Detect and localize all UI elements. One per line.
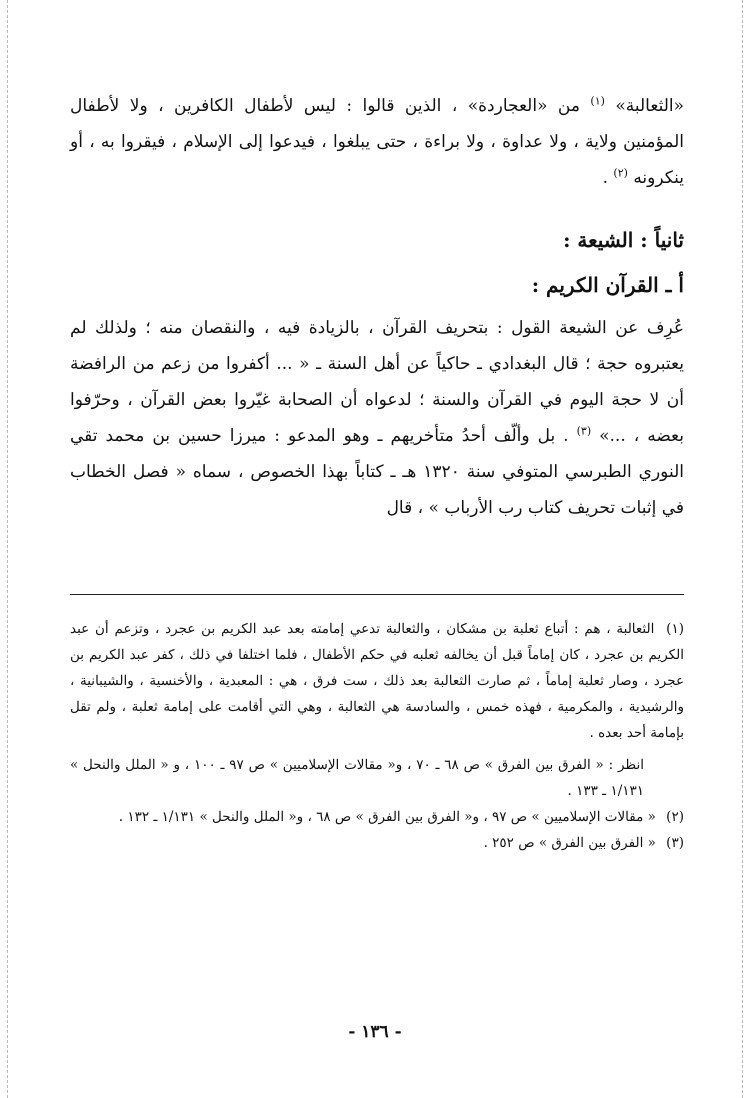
footnote-1-references: انظر : « الفرق بين الفرق » ص ٦٨ ـ ٧٠ ، و« مقالات الإسلاميين » ص ٩٧ ـ ١٠٠ ، و « الملل والنحل » ١/١٣١ ـ ١٣٣ . bbox=[70, 757, 644, 799]
main-text bbox=[70, 88, 684, 526]
subsection-heading-quran: أ ـ القرآن الكريم : bbox=[531, 273, 684, 297]
footnote-2-number: (٢) bbox=[666, 809, 684, 825]
para2-rest: . بل وألّف أحدُ متأخريهم ـ وهو المدعو : ميرزا حسين بن محمد تقي النوري الطبرسي المتوفي سنة ١٣٢٠ هـ ـ كتاباً بهذا الخصوص ، سماه « فصل الخطاب في إثبات تحريف كتاب رب الأرباب » ، قال bbox=[70, 426, 684, 518]
footnote-ref-3[interactable]: (٣) bbox=[576, 424, 592, 438]
footnote-1-number: (١) bbox=[666, 621, 684, 637]
para1-text: «الثعالبة» bbox=[615, 96, 684, 116]
footnote-3 bbox=[70, 830, 684, 856]
footnote-1-text: الثعالبة ، هم : أتباع ثعلبة بن مشكان ، والثعالبة تدعي إمامته بعد عبد الكريم بن عجرد ، وتزعم أن عبد الكريم بن عجرد ، كان إماماً قبل أن يخالفه ثعلبه في حكم الأطفال ، فلما اختلفا في ذلك ، كفر عبد الكريم بن عجرد ، وصار ثعلبة إماماً ، ثم صارت الثعالبة بعد ذلك ، ست فرق ، هي : المعبدية ، والأخنسية ، والشيبانية ، والرشيدية ، والمكرمية ، فهذه خمس ، والسادسة هي الثعالبة ، وهي التي أقامت على إمامة ثعلبة ، ولم تقل بإمامة أحد بعده . bbox=[70, 621, 684, 741]
page-number: - ١٣٦ - bbox=[348, 1022, 402, 1042]
binding-guide-right bbox=[742, 0, 743, 1098]
footnote-divider bbox=[70, 594, 684, 595]
footnote-3-text: « الفرق بين الفرق » ص ٢٥٢ . bbox=[483, 835, 656, 851]
para2-text: عُرِف عن الشيعة القول : بتحريف القرآن ، بالزيادة فيه ، والنقصان منه ؛ ولذلك لم يعتبروه حجة ؛ قال البغدادي ـ حاكياً عن أهل السنة ـ « ... أكفروا من زعم من الرافضة أن لا حجة اليوم في القرآن والسنة ؛ لدعواه أن الصحابة غيّروا بعض القرآن ، وحرّفوا بعضه ، ...» bbox=[70, 318, 684, 446]
paragraph-thaalibah bbox=[70, 88, 684, 196]
para1-end: . bbox=[602, 168, 608, 188]
binding-guide-left bbox=[7, 0, 8, 1098]
footnote-2-text: « مقالات الإسلاميين » ص ٩٧ ، و« الفرق بين الفرق » ص ٦٨ ، و« الملل والنحل » ١/١٣١ ـ ١٣٢ . bbox=[118, 809, 656, 825]
footnotes bbox=[70, 616, 684, 856]
footnote-ref-2[interactable]: (٢) bbox=[613, 166, 628, 180]
footnote-2 bbox=[70, 804, 684, 830]
paragraph-shia-quran bbox=[70, 310, 684, 526]
footnote-1 bbox=[70, 616, 684, 746]
para1-rest: من «العجاردة» ، الذين قالوا : ليس لأطفال الكافرين ، ولا لأطفال المؤمنين ولاية ، ولا عداوة ، ولا براءة ، حتى يبلغوا ، فيدعوا إلى الإسلام ، فيقروا به ، أو ينكرونه bbox=[70, 96, 684, 188]
footnote-3-number: (٣) bbox=[666, 835, 684, 851]
section-heading-shia: ثانياً : الشيعة : bbox=[563, 228, 684, 252]
footnote-ref-1[interactable]: (١) bbox=[590, 94, 605, 108]
